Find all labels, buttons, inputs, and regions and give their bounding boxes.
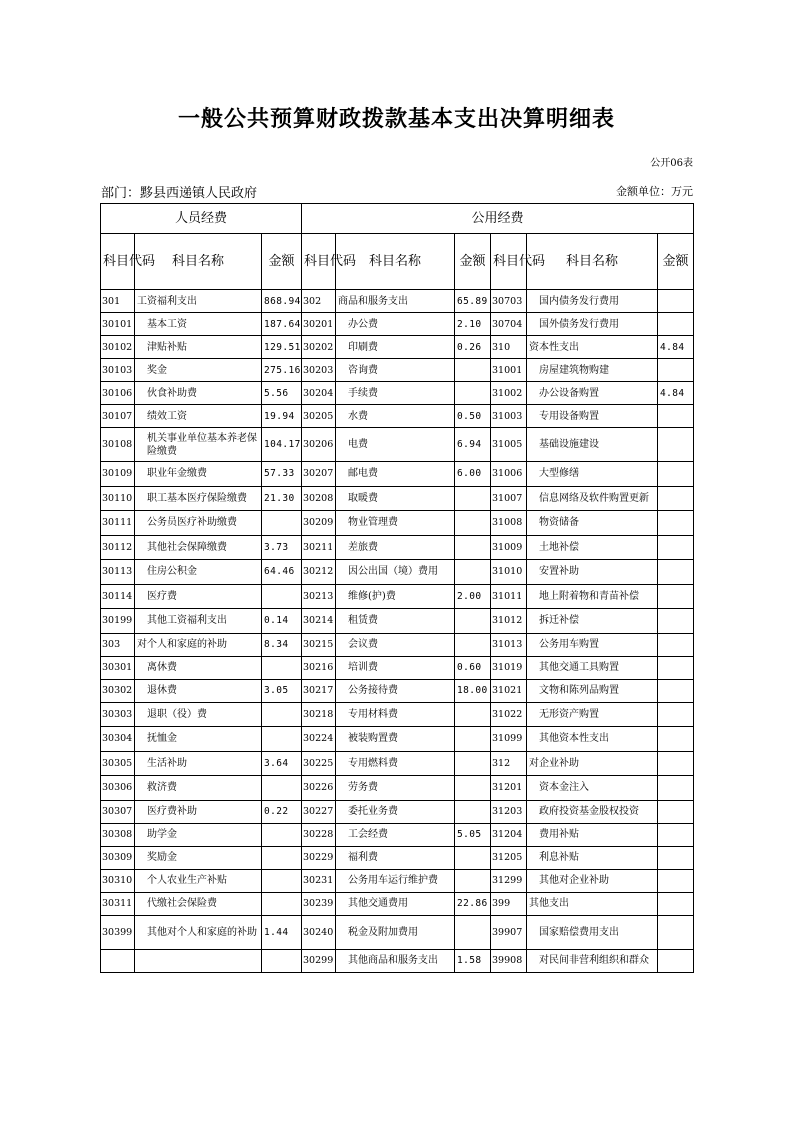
- amount-cell: [658, 949, 694, 972]
- account-code-cell: 30213: [302, 584, 336, 609]
- account-code-cell: 30113: [101, 560, 135, 585]
- amount-cell: 8.34: [262, 633, 302, 656]
- account-name-cell: 培训费: [336, 656, 455, 679]
- amount-cell: 64.46: [262, 560, 302, 585]
- account-name-cell: 利息补贴: [527, 846, 658, 869]
- account-code-cell: 30214: [302, 609, 336, 634]
- account-name-cell: 信息网络及软件购置更新: [527, 486, 658, 511]
- account-name-cell: 离休费: [135, 656, 262, 679]
- account-code-cell: 30240: [302, 915, 336, 949]
- account-name-cell: 国内债务发行费用: [527, 290, 658, 313]
- amount-cell: 21.30: [262, 486, 302, 511]
- table-row: [101, 382, 694, 405]
- table-row: [101, 846, 694, 869]
- account-name-cell: 代缴社会保险费: [135, 892, 262, 915]
- account-code-cell: 30207: [302, 462, 336, 487]
- column-header-code: 科目代码: [302, 234, 336, 290]
- account-name-cell: 其他交通工具购置: [527, 656, 658, 679]
- amount-cell: 3.05: [262, 679, 302, 702]
- account-name-cell: 专用材料费: [336, 702, 455, 727]
- amount-cell: [658, 702, 694, 727]
- account-name-cell: 因公出国（境）费用: [336, 560, 455, 585]
- amount-cell: 0.22: [262, 800, 302, 823]
- account-name-cell: 救济费: [135, 776, 262, 801]
- account-name-cell: 医疗费: [135, 584, 262, 609]
- account-name-cell: 办公设备购置: [527, 382, 658, 405]
- amount-cell: 1.44: [262, 915, 302, 949]
- account-code-cell: 30225: [302, 751, 336, 776]
- account-code-cell: 31003: [491, 405, 527, 428]
- account-code-cell: 30303: [101, 702, 135, 727]
- amount-cell: [658, 428, 694, 462]
- amount-cell: 868.94: [262, 290, 302, 313]
- account-code-cell: 30703: [491, 290, 527, 313]
- account-name-cell: 地上附着物和青苗补偿: [527, 584, 658, 609]
- amount-cell: [455, 727, 491, 752]
- account-name-cell: 大型修缮: [527, 462, 658, 487]
- amount-cell: [658, 405, 694, 428]
- account-code-cell: 31009: [491, 535, 527, 560]
- account-code-cell: 31012: [491, 609, 527, 634]
- table-row: [101, 776, 694, 801]
- account-name-cell: 税金及附加费用: [336, 915, 455, 949]
- account-name-cell: [135, 949, 262, 972]
- amount-cell: 1.58: [455, 949, 491, 972]
- amount-cell: 0.50: [455, 405, 491, 428]
- account-code-cell: 30114: [101, 584, 135, 609]
- table-row: [101, 584, 694, 609]
- account-code-cell: 31002: [491, 382, 527, 405]
- amount-cell: 0.14: [262, 609, 302, 634]
- amount-cell: [455, 535, 491, 560]
- amount-cell: [658, 313, 694, 336]
- account-name-cell: 奖金: [135, 359, 262, 382]
- amount-cell: 19.94: [262, 405, 302, 428]
- amount-cell: [262, 584, 302, 609]
- account-name-cell: 工会经费: [336, 823, 455, 846]
- account-name-cell: 手续费: [336, 382, 455, 405]
- account-code-cell: 399: [491, 892, 527, 915]
- account-name-cell: 抚恤金: [135, 727, 262, 752]
- account-name-cell: 专用设备购置: [527, 405, 658, 428]
- amount-cell: 129.51: [262, 336, 302, 359]
- amount-cell: [455, 633, 491, 656]
- account-name-cell: 其他工资福利支出: [135, 609, 262, 634]
- account-name-cell: 生活补助: [135, 751, 262, 776]
- account-name-cell: 房屋建筑物购建: [527, 359, 658, 382]
- account-code-cell: 30202: [302, 336, 336, 359]
- account-name-cell: 差旅费: [336, 535, 455, 560]
- column-header-code: 科目代码: [491, 234, 527, 290]
- amount-cell: 6.00: [455, 462, 491, 487]
- table-row: [101, 679, 694, 702]
- amount-cell: [455, 846, 491, 869]
- table-row: [101, 359, 694, 382]
- account-name-cell: 国外债务发行费用: [527, 313, 658, 336]
- account-code-cell: 30110: [101, 486, 135, 511]
- account-name-cell: 对个人和家庭的补助: [135, 633, 262, 656]
- account-name-cell: 公务员医疗补助缴费: [135, 511, 262, 536]
- amount-cell: [658, 751, 694, 776]
- account-code-cell: 31011: [491, 584, 527, 609]
- account-code-cell: 302: [302, 290, 336, 313]
- account-name-cell: 国家赔偿费用支出: [527, 915, 658, 949]
- account-code-cell: 30112: [101, 535, 135, 560]
- account-code-cell: 30302: [101, 679, 135, 702]
- amount-cell: [455, 511, 491, 536]
- account-code-cell: 30301: [101, 656, 135, 679]
- account-name-cell: 其他对企业补助: [527, 869, 658, 892]
- account-code-cell: 30106: [101, 382, 135, 405]
- amount-cell: 5.05: [455, 823, 491, 846]
- amount-cell: [262, 776, 302, 801]
- account-code-cell: 30216: [302, 656, 336, 679]
- amount-cell: 57.33: [262, 462, 302, 487]
- amount-cell: [262, 823, 302, 846]
- account-name-cell: 福利费: [336, 846, 455, 869]
- amount-cell: [455, 359, 491, 382]
- account-code-cell: 30226: [302, 776, 336, 801]
- amount-cell: [658, 584, 694, 609]
- amount-cell: [658, 633, 694, 656]
- account-code-cell: 31201: [491, 776, 527, 801]
- table-row: [101, 511, 694, 536]
- group-header-public: 公用经费: [302, 204, 694, 234]
- amount-cell: [455, 869, 491, 892]
- account-code-cell: 30399: [101, 915, 135, 949]
- amount-cell: [455, 800, 491, 823]
- account-name-cell: 邮电费: [336, 462, 455, 487]
- account-name-cell: 对民间非营利组织和群众: [527, 949, 658, 972]
- account-code-cell: 30101: [101, 313, 135, 336]
- account-code-cell: 31299: [491, 869, 527, 892]
- account-code-cell: 30308: [101, 823, 135, 846]
- amount-cell: [658, 727, 694, 752]
- amount-cell: 187.64: [262, 313, 302, 336]
- account-code-cell: 310: [491, 336, 527, 359]
- table-row: [101, 486, 694, 511]
- account-name-cell: 基础设施建设: [527, 428, 658, 462]
- amount-cell: [658, 560, 694, 585]
- account-code-cell: 31099: [491, 727, 527, 752]
- account-code-cell: 30231: [302, 869, 336, 892]
- table-row: [101, 535, 694, 560]
- account-code-cell: 31001: [491, 359, 527, 382]
- account-code-cell: 301: [101, 290, 135, 313]
- account-name-cell: 工资福利支出: [135, 290, 262, 313]
- account-code-cell: 30107: [101, 405, 135, 428]
- account-name-cell: 其他商品和服务支出: [336, 949, 455, 972]
- amount-cell: 275.16: [262, 359, 302, 382]
- account-code-cell: 31203: [491, 800, 527, 823]
- account-code-cell: 30229: [302, 846, 336, 869]
- account-name-cell: 委托业务费: [336, 800, 455, 823]
- table-row: [101, 892, 694, 915]
- column-header-code: 科目代码: [101, 234, 135, 290]
- account-code-cell: 31019: [491, 656, 527, 679]
- account-code-cell: 31007: [491, 486, 527, 511]
- account-code-cell: 30311: [101, 892, 135, 915]
- account-code-cell: 30204: [302, 382, 336, 405]
- amount-cell: [262, 727, 302, 752]
- account-code-cell: 30224: [302, 727, 336, 752]
- account-name-cell: 其他社会保障缴费: [135, 535, 262, 560]
- group-header-personnel: 人员经费: [101, 204, 302, 234]
- amount-cell: [658, 915, 694, 949]
- account-code-cell: 30299: [302, 949, 336, 972]
- amount-cell: 18.00: [455, 679, 491, 702]
- table-row: [101, 609, 694, 634]
- amount-cell: 3.73: [262, 535, 302, 560]
- account-name-cell: 机关事业单位基本养老保险缴费: [135, 428, 262, 462]
- amount-cell: [262, 846, 302, 869]
- account-code-cell: 31006: [491, 462, 527, 487]
- amount-cell: 2.10: [455, 313, 491, 336]
- amount-cell: [658, 359, 694, 382]
- account-name-cell: 其他资本性支出: [527, 727, 658, 752]
- account-code-cell: 30704: [491, 313, 527, 336]
- amount-cell: [455, 486, 491, 511]
- table-row: [101, 869, 694, 892]
- amount-cell: [658, 462, 694, 487]
- account-code-cell: 31005: [491, 428, 527, 462]
- account-code-cell: 31022: [491, 702, 527, 727]
- amount-cell: 6.94: [455, 428, 491, 462]
- page-title: 一般公共预算财政拨款基本支出决算明细表: [177, 106, 615, 132]
- account-name-cell: 公务接待费: [336, 679, 455, 702]
- amount-cell: [658, 486, 694, 511]
- account-name-cell: 安置补助: [527, 560, 658, 585]
- table-row: [101, 915, 694, 949]
- account-code-cell: 30108: [101, 428, 135, 462]
- account-code-cell: 30310: [101, 869, 135, 892]
- account-code-cell: 30215: [302, 633, 336, 656]
- account-name-cell: 电费: [336, 428, 455, 462]
- column-header-name: 科目名称: [336, 234, 455, 290]
- department-label: 部门：黟县西递镇人民政府: [101, 186, 258, 201]
- account-code-cell: 31021: [491, 679, 527, 702]
- amount-cell: [455, 702, 491, 727]
- unit-label: 金额单位：万元: [616, 185, 693, 198]
- account-code-cell: 30205: [302, 405, 336, 428]
- account-name-cell: 公务用车运行维护费: [336, 869, 455, 892]
- amount-cell: 65.89: [455, 290, 491, 313]
- account-code-cell: 30102: [101, 336, 135, 359]
- account-code-cell: 39908: [491, 949, 527, 972]
- account-name-cell: 个人农业生产补贴: [135, 869, 262, 892]
- table-row: [101, 290, 694, 313]
- account-code-cell: 30111: [101, 511, 135, 536]
- account-name-cell: 印刷费: [336, 336, 455, 359]
- amount-cell: [262, 949, 302, 972]
- amount-cell: 2.00: [455, 584, 491, 609]
- account-code-cell: 30228: [302, 823, 336, 846]
- account-name-cell: 租赁费: [336, 609, 455, 634]
- amount-cell: 5.56: [262, 382, 302, 405]
- amount-cell: 4.84: [658, 382, 694, 405]
- account-code-cell: 30305: [101, 751, 135, 776]
- amount-cell: [658, 290, 694, 313]
- account-name-cell: 医疗费补助: [135, 800, 262, 823]
- account-code-cell: 30208: [302, 486, 336, 511]
- account-code-cell: 30209: [302, 511, 336, 536]
- amount-cell: [658, 656, 694, 679]
- account-name-cell: 无形资产购置: [527, 702, 658, 727]
- amount-cell: 4.84: [658, 336, 694, 359]
- column-header-amount: 金额: [262, 234, 302, 290]
- expenditure-table: [100, 203, 694, 973]
- account-name-cell: 取暖费: [336, 486, 455, 511]
- account-name-cell: 费用补贴: [527, 823, 658, 846]
- account-name-cell: 退职（役）费: [135, 702, 262, 727]
- account-code-cell: 30206: [302, 428, 336, 462]
- account-code-cell: 30201: [302, 313, 336, 336]
- amount-cell: [658, 846, 694, 869]
- account-code-cell: [101, 949, 135, 972]
- column-header-amount: 金额: [658, 234, 694, 290]
- amount-cell: 0.26: [455, 336, 491, 359]
- amount-cell: [658, 892, 694, 915]
- account-code-cell: 30306: [101, 776, 135, 801]
- account-code-cell: 30307: [101, 800, 135, 823]
- amount-cell: [658, 511, 694, 536]
- amount-cell: [262, 869, 302, 892]
- amount-cell: [262, 892, 302, 915]
- amount-cell: [658, 800, 694, 823]
- amount-cell: [455, 382, 491, 405]
- amount-cell: [658, 869, 694, 892]
- account-name-cell: 办公费: [336, 313, 455, 336]
- account-name-cell: 资本性支出: [527, 336, 658, 359]
- account-code-cell: 30309: [101, 846, 135, 869]
- account-code-cell: 303: [101, 633, 135, 656]
- table-row: [101, 656, 694, 679]
- amount-cell: [262, 656, 302, 679]
- amount-cell: [455, 751, 491, 776]
- amount-cell: 104.17: [262, 428, 302, 462]
- table-row: [101, 560, 694, 585]
- account-name-cell: 奖励金: [135, 846, 262, 869]
- table-row: [101, 336, 694, 359]
- table-row: [101, 751, 694, 776]
- account-name-cell: 专用燃料费: [336, 751, 455, 776]
- account-code-cell: 30212: [302, 560, 336, 585]
- account-name-cell: 对企业补助: [527, 751, 658, 776]
- account-code-cell: 31010: [491, 560, 527, 585]
- account-code-cell: 30103: [101, 359, 135, 382]
- account-name-cell: 政府投资基金股权投资: [527, 800, 658, 823]
- table-row: [101, 428, 694, 462]
- account-code-cell: 30217: [302, 679, 336, 702]
- account-name-cell: 助学金: [135, 823, 262, 846]
- account-name-cell: 绩效工资: [135, 405, 262, 428]
- account-code-cell: 30239: [302, 892, 336, 915]
- account-name-cell: 会议费: [336, 633, 455, 656]
- amount-cell: [658, 776, 694, 801]
- amount-cell: [455, 776, 491, 801]
- account-name-cell: 被装购置费: [336, 727, 455, 752]
- column-header-name: 科目名称: [135, 234, 262, 290]
- account-name-cell: 住房公积金: [135, 560, 262, 585]
- account-name-cell: 其他对个人和家庭的补助: [135, 915, 262, 949]
- account-name-cell: 其他支出: [527, 892, 658, 915]
- account-code-cell: 30304: [101, 727, 135, 752]
- account-code-cell: 31204: [491, 823, 527, 846]
- account-code-cell: 30218: [302, 702, 336, 727]
- account-name-cell: 津贴补贴: [135, 336, 262, 359]
- table-row: [101, 462, 694, 487]
- amount-cell: 0.60: [455, 656, 491, 679]
- amount-cell: [262, 702, 302, 727]
- amount-cell: [658, 535, 694, 560]
- account-code-cell: 31013: [491, 633, 527, 656]
- account-code-cell: 30203: [302, 359, 336, 382]
- account-name-cell: 劳务费: [336, 776, 455, 801]
- account-code-cell: 30227: [302, 800, 336, 823]
- account-name-cell: 退休费: [135, 679, 262, 702]
- column-header-amount: 金额: [455, 234, 491, 290]
- table-row: [101, 313, 694, 336]
- amount-cell: [262, 511, 302, 536]
- table-row: [101, 823, 694, 846]
- table-row: [101, 702, 694, 727]
- account-name-cell: 商品和服务支出: [336, 290, 455, 313]
- account-code-cell: 31008: [491, 511, 527, 536]
- table-row: [101, 405, 694, 428]
- amount-cell: [658, 823, 694, 846]
- account-name-cell: 其他交通费用: [336, 892, 455, 915]
- account-name-cell: 伙食补助费: [135, 382, 262, 405]
- account-code-cell: 30211: [302, 535, 336, 560]
- column-header-name: 科目名称: [527, 234, 658, 290]
- table-row: [101, 800, 694, 823]
- account-name-cell: 文物和陈列品购置: [527, 679, 658, 702]
- account-code-cell: 30109: [101, 462, 135, 487]
- amount-cell: 3.64: [262, 751, 302, 776]
- account-code-cell: 312: [491, 751, 527, 776]
- account-code-cell: 39907: [491, 915, 527, 949]
- amount-cell: [455, 560, 491, 585]
- table-row: [101, 727, 694, 752]
- account-name-cell: 公务用车购置: [527, 633, 658, 656]
- amount-cell: 22.86: [455, 892, 491, 915]
- table-row: [101, 949, 694, 972]
- account-name-cell: 资本金注入: [527, 776, 658, 801]
- amount-cell: [658, 679, 694, 702]
- account-name-cell: 职业年金缴费: [135, 462, 262, 487]
- account-name-cell: 咨询费: [336, 359, 455, 382]
- table-row: [101, 633, 694, 656]
- account-code-cell: 31205: [491, 846, 527, 869]
- form-code: 公开06表: [650, 158, 693, 169]
- account-name-cell: 维修(护)费: [336, 584, 455, 609]
- amount-cell: [455, 915, 491, 949]
- account-name-cell: 职工基本医疗保险缴费: [135, 486, 262, 511]
- account-name-cell: 基本工资: [135, 313, 262, 336]
- amount-cell: [455, 609, 491, 634]
- account-name-cell: 水费: [336, 405, 455, 428]
- account-code-cell: 30199: [101, 609, 135, 634]
- account-name-cell: 物资储备: [527, 511, 658, 536]
- amount-cell: [658, 609, 694, 634]
- account-name-cell: 土地补偿: [527, 535, 658, 560]
- account-name-cell: 物业管理费: [336, 511, 455, 536]
- account-name-cell: 拆迁补偿: [527, 609, 658, 634]
